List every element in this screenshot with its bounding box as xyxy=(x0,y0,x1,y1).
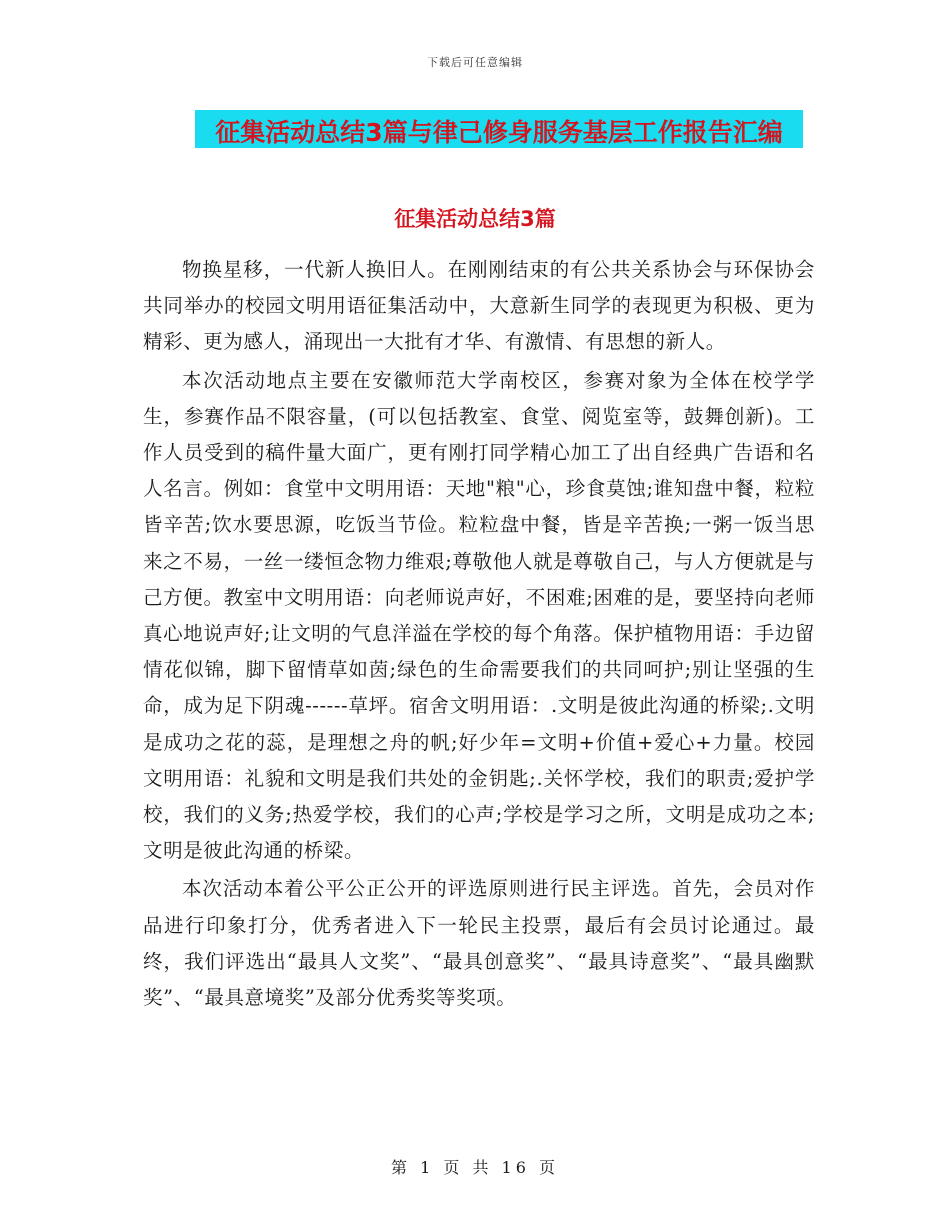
paragraph: 本次活动地点主要在安徽师范大学南校区，参赛对象为全体在校学学生，参赛作品不限容量，(可以包括教室、食堂、阅览室等，鼓舞创新)。工作人员受到的稿件量大面广，更有刚打同学精心加工了出自经典广告语和名人名言。例如：食堂中文明用语：天地"粮"心，珍食莫蚀;谁知盘中餐，粒粒皆辛苦;饮水要思源，吃饭当节俭。粒粒盘中餐，皆是辛苦换;一粥一饭当思来之不易，一丝一缕恒念物力维艰;尊敬他人就是尊敬自己，与人方便就是与己方便。教室中文明用语：向老师说声好，不困难;困难的是，要坚持向老师真心地说声好;让文明的气息洋溢在学校的每个角落。保护植物用语：手边留情花似锦，脚下留情草如茵;绿色的生命需要我们的共同呵护;别让坚强的生命，成为足下阴魂------草坪。宿舍文明用语：.文明是彼此沟通的桥梁;.文明是成功之花的蕊，是理想之舟的帆;好少年=文明+价值+爱心+力量。校园文明用语：礼貌和文明是我们共处的金钥匙;.关怀学校，我们的职责;爱护学校，我们的义务;热爱学校，我们的心声;学校是学习之所，文明是成功之本;文明是彼此沟通的桥梁。 xyxy=(143,368,815,863)
paragraph: 物换星移，一代新人换旧人。在刚刚结束的有公共关系协会与环保协会共同举办的校园文明用语征集活动中，大意新生同学的表现更为积极、更为精彩、更为感人，涌现出一大批有才华、有激情、有思想的新人。 xyxy=(143,258,815,354)
document-title: 征集活动总结3篇与律己修身服务基层工作报告汇编 xyxy=(215,118,783,147)
section-title: 征集活动总结3篇 xyxy=(394,207,556,231)
paragraph: 本次活动本着公平公正公开的评选原则进行民主评选。首先，会员对作品进行印象打分，优秀者进入下一轮民主投票，最后有会员讨论通过。最终，我们评选出“最具人文奖”、“最具创意奖”、“最具诗意奖”、“最具幽默奖”、“最具意境奖”及部分优秀奖等奖项。 xyxy=(143,877,815,1010)
header-note: 下载后可任意编辑 xyxy=(427,56,523,69)
document-body xyxy=(143,252,815,1018)
page-number: 第 1 页 共 16 页 xyxy=(391,1158,559,1177)
